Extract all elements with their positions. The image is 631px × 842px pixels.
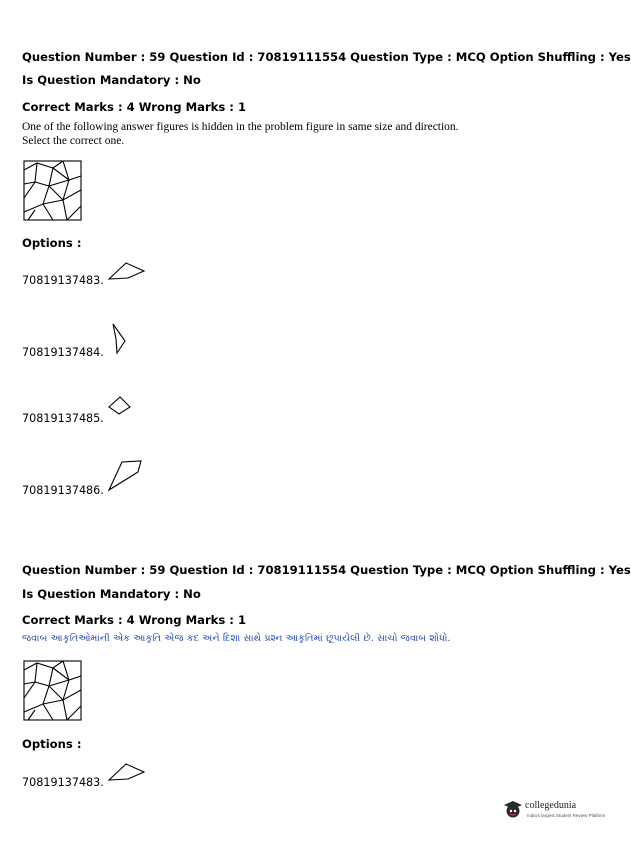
question-marks-line-gu: Correct Marks : 4 Wrong Marks : 1 (22, 613, 247, 627)
problem-figure (23, 160, 83, 222)
options-label-gu: Options : (22, 737, 82, 751)
option-id-1: 70819137483. (22, 274, 104, 287)
option-figure-2 (111, 323, 129, 355)
logo-tagline: India's largest Student Review Platform (527, 813, 606, 818)
option-figure-4 (108, 460, 144, 492)
option-figure-3 (108, 396, 132, 416)
question-text-line-1: One of the following answer figures is hidden in the problem figure in same size and direction. (22, 121, 459, 133)
question-marks-line: Correct Marks : 4 Wrong Marks : 1 (22, 100, 247, 114)
question-text-line-2: Select the correct one. (22, 135, 125, 147)
options-label: Options : (22, 236, 82, 250)
question-mandatory-line-gu: Is Question Mandatory : No (22, 587, 201, 601)
problem-figure-gu (23, 660, 83, 722)
graduate-cap-icon (503, 799, 523, 819)
option-figure-1 (108, 262, 146, 282)
question-header-line-1-gu: Question Number : 59 Question Id : 70819111554 Question Type : MCQ Option Shuffling : Yes (22, 563, 631, 577)
logo-name: collegedunia (525, 800, 577, 811)
question-mandatory-line: Is Question Mandatory : No (22, 73, 201, 87)
question-header-line-1: Question Number : 59 Question Id : 70819111554 Question Type : MCQ Option Shuffling : Yes (22, 50, 631, 64)
option-id-3: 70819137485. (22, 412, 104, 425)
option-id-1-gu: 70819137483. (22, 776, 104, 789)
question-text-gujarati: જવાબ આકૃતિઓમાંની એક આકૃતિ એજ કદ અને દિશા સાથે પ્રશ્ન આકૃતિમાં છૂપાયેલી છે. સાચો જવાબ શોધો. (22, 633, 451, 644)
option-id-2: 70819137484. (22, 346, 104, 359)
option-figure-1-gu (108, 763, 146, 783)
collegedunia-logo (503, 797, 606, 823)
option-id-4: 70819137486. (22, 484, 104, 497)
